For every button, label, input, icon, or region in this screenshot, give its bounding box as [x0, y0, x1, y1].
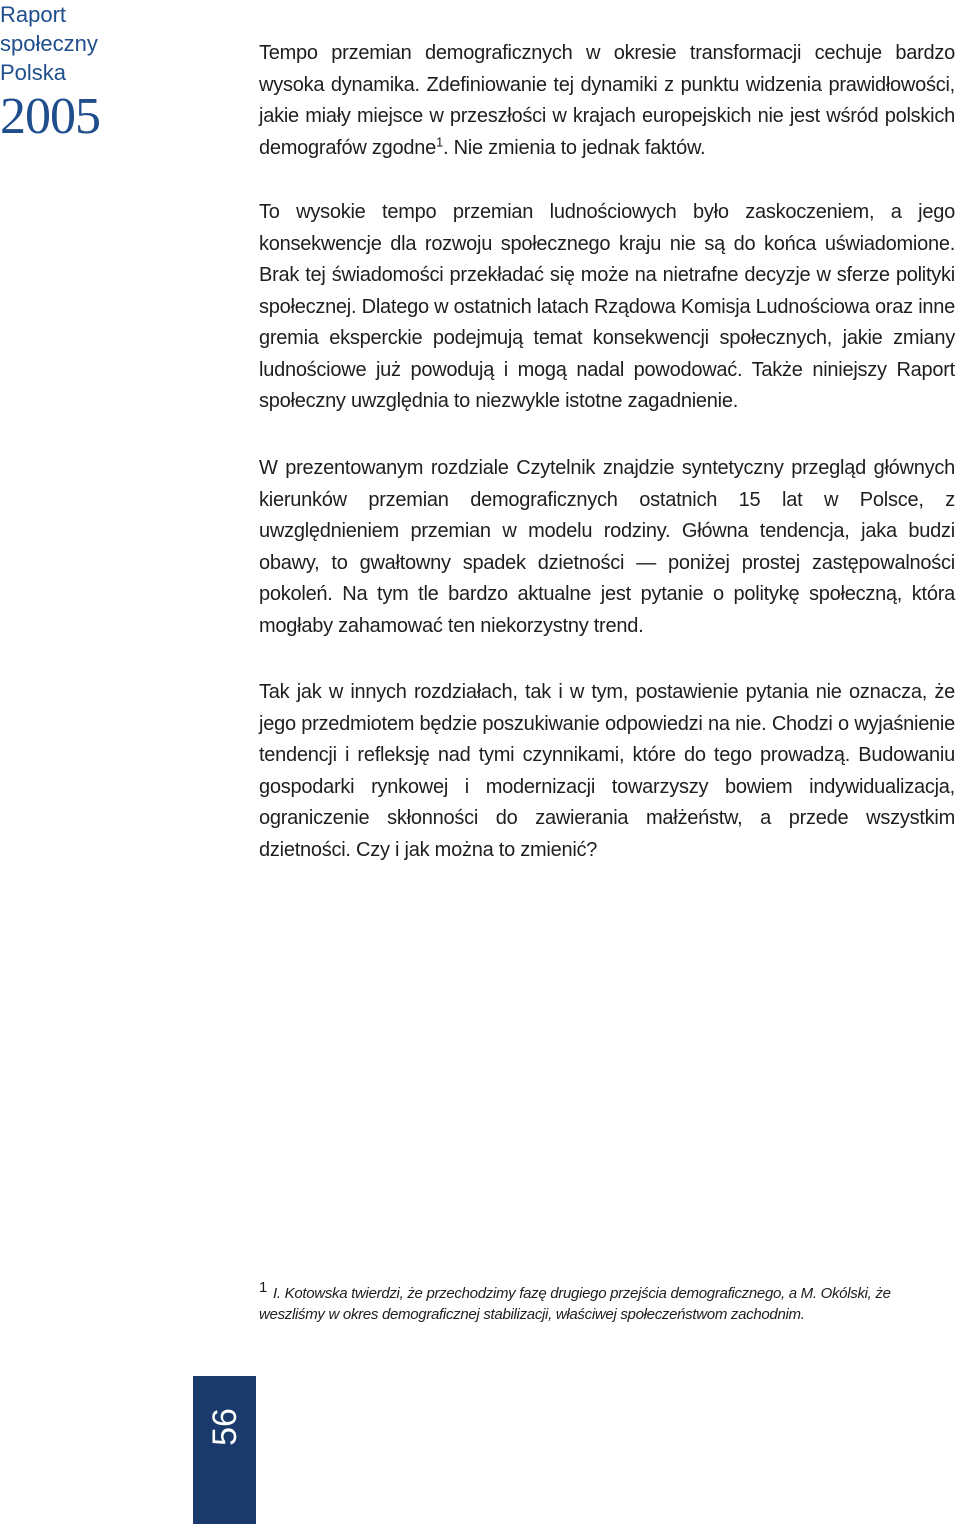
- paragraph-1-tail: . Nie zmienia to jednak faktów.: [442, 136, 706, 159]
- masthead-title-line-3: Polska: [0, 60, 67, 85]
- paragraph-1: [259, 38, 955, 196]
- paragraph-2-text: To wysokie tempo przemian ludnościowych było zaskoczeniem, a jego konsekwencje dla rozwoju społecznego kraju nie są do końca uświadomione. Brak tej świadomości przekładać się może na nietrafne decyzje w sferze polityki społecznej. Dlatego w ostatnich latach Rządowa Komisja Ludnościowa oraz inne gremia eksperckie podejmują temat konsekwencji społecznych, jakie zmiany ludnościowe już powodują i mogą nadal powodować. Także niniejszy Raport społeczny uwzględnia to niezwykle istotne zagadnienie.: [259, 201, 955, 412]
- paragraph-4-text: Tak jak w innych rozdziałach, tak i w tym, postawienie pytania nie oznacza, że jego przedmiotem będzie poszukiwanie odpowiedzi na nie. Chodzi o wyjaśnienie tendencji i refleksję nad tymi czynnikami, które do tego prowadzą. Budowaniu gospodarki rynkowej i modernizacji towarzyszy bowiem indywidualizacja, ograniczenie skłonności do zawierania małżeństw, a przede wszystkim dzietności. Czy i jak można to zmienić?: [259, 681, 955, 861]
- paragraph-4: [259, 677, 955, 898]
- footnote: [259, 1279, 955, 1325]
- paragraph-1-text: Tempo przemian demograficznych w okresie transformacji cechuje bardzo wysoka dynamika. Zdefiniowanie tej dynamiki z punktu widzenia prawidłowości, jakie miały miejsce w przeszłości w krajach europejskich nie jest wśród polskich demografów zgodne: [259, 42, 955, 159]
- masthead-title-line-1: Raport: [0, 2, 67, 27]
- page-number: 56: [205, 1408, 244, 1446]
- footnote-reference[interactable]: 1: [435, 133, 443, 149]
- masthead: [0, 0, 140, 145]
- page-number-tab: [193, 1376, 256, 1524]
- footnote-text: I. Kotowska twierdzi, że przechodzimy fazę drugiego przejścia demograficznego, a M. Okólski, że weszliśmy w okres demograficznej stabilizacji, właściwej społeczeństwom zachodnim.: [259, 1285, 891, 1323]
- paragraph-3: [259, 453, 955, 674]
- paragraph-2: [259, 197, 955, 450]
- paragraph-3-text: W prezentowanym rozdziale Czytelnik znajdzie syntetyczny przegląd głównych kierunków przemian demograficznych ostatnich 15 lat w Polsce, z uwzględnieniem przemian w modelu rodziny. Główna tendencja, jaka budzi obawy, to gwałtowny spadek dzietności — poniżej prostej zastępowalności pokoleń. Na tym tle bardzo aktualne jest pytanie o politykę społeczną, która mogłaby zahamować ten niekorzystny trend.: [259, 457, 955, 637]
- masthead-year: 2005: [0, 88, 100, 145]
- footnote-number: 1: [259, 1279, 268, 1296]
- masthead-title-line-2: społeczny: [0, 31, 98, 56]
